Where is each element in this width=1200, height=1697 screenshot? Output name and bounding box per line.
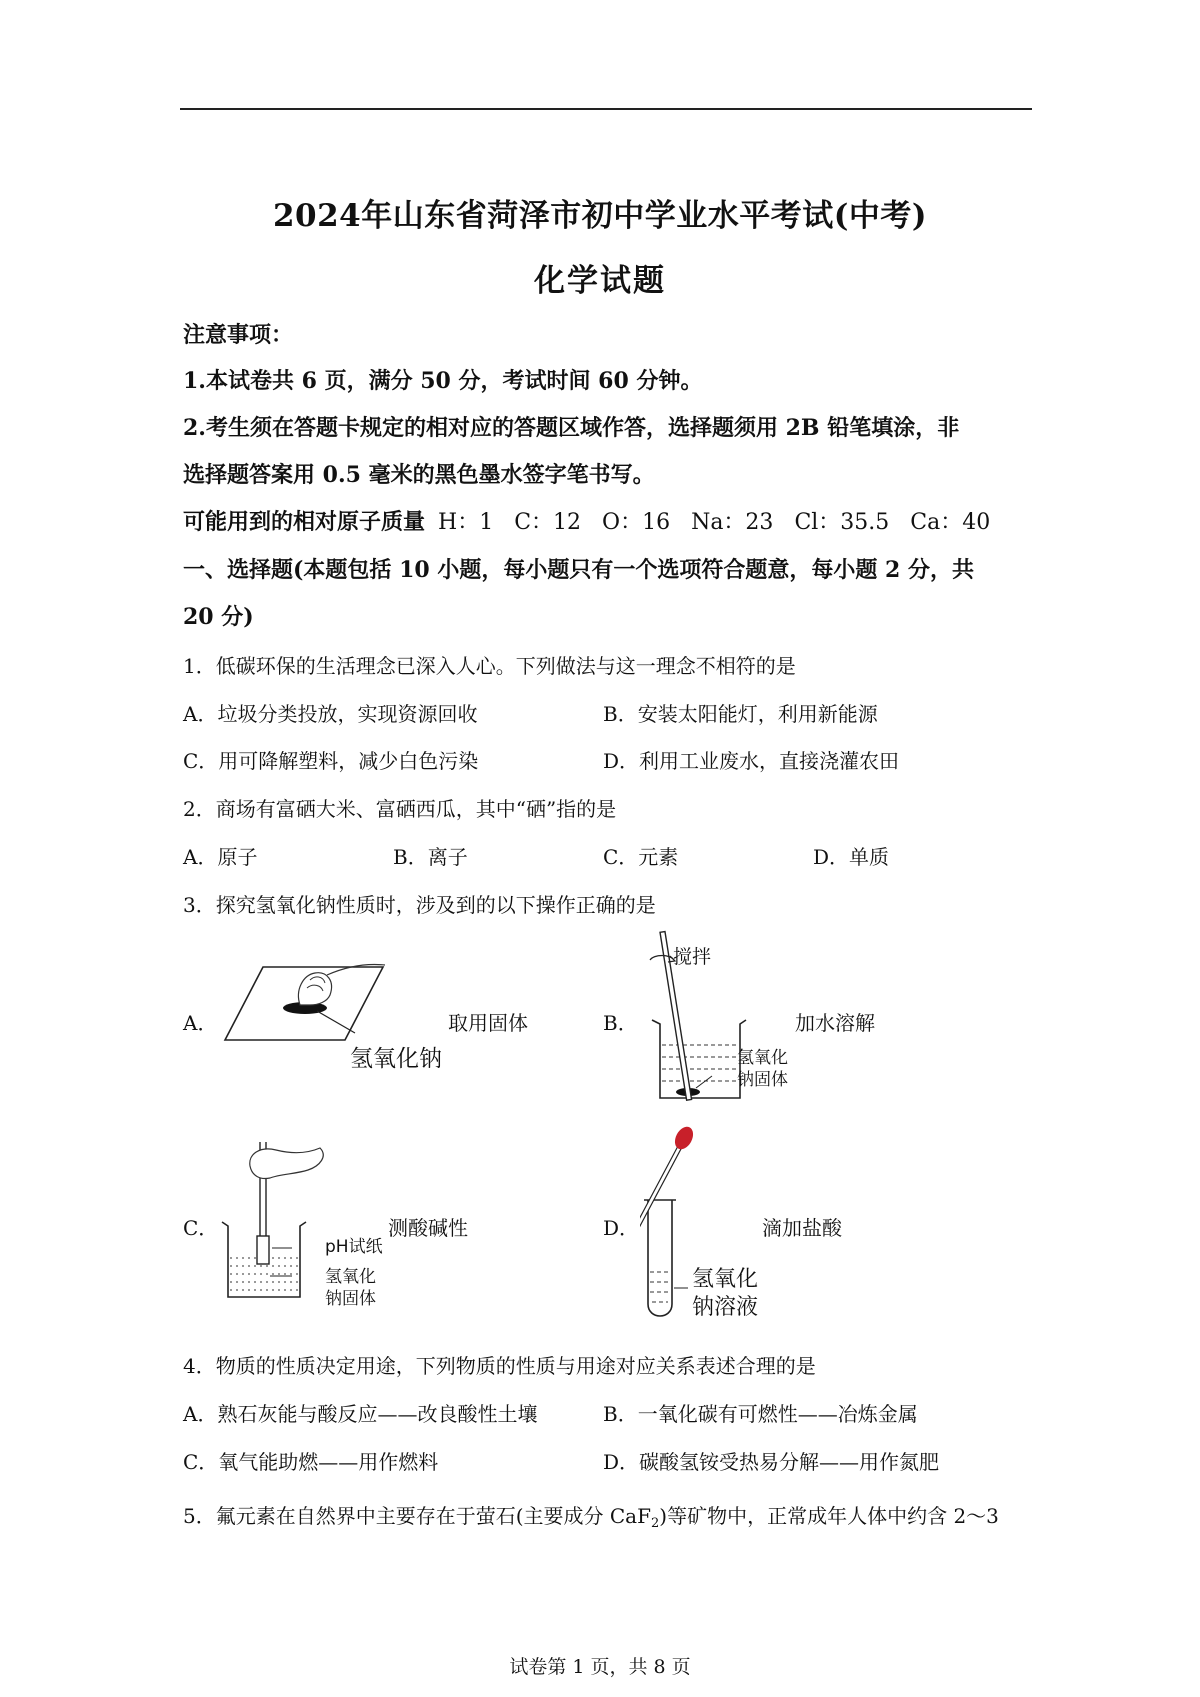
section1-line1: 一、选择题(本题包括 10 小题，每小题只有一个选项符合题意，每小题 2 分，共 xyxy=(183,557,974,583)
q1-stem: 1．低碳环保的生活理念已深入人心。下列做法与这一理念不相符的是 xyxy=(183,654,796,678)
hand-icon xyxy=(250,1148,323,1179)
q3-b-label-line1: 氢氧化 xyxy=(737,1048,788,1068)
mass-C: C：12 xyxy=(514,510,582,535)
notice-item-2-line2: 选择题答案用 0.5 毫米的黑色墨水签字笔书写。 xyxy=(183,462,655,488)
mass-Cl: Cl：35.5 xyxy=(794,510,890,535)
q2-option-c: C．元素 xyxy=(603,845,679,869)
q3-b-stir-label: 搅拌 xyxy=(673,946,712,968)
mass-Ca: Ca：40 xyxy=(910,510,991,535)
q4-stem: 4．物质的性质决定用途，下列物质的性质与用途对应关系表述合理的是 xyxy=(183,1354,816,1378)
atomic-masses-label: 可能用到的相对原子质量 xyxy=(183,509,426,535)
q3-b-label-line2: 钠固体 xyxy=(737,1070,788,1090)
notice-item-2-line1: 2.考生须在答题卡规定的相对应的答题区域作答，选择题须用 2B 铅笔填涂，非 xyxy=(183,415,960,441)
q4-option-c: C．氧气能助燃——用作燃料 xyxy=(183,1450,439,1474)
q3-stem: 3．探究氢氧化钠性质时，涉及到的以下操作正确的是 xyxy=(183,893,656,917)
q2-option-a: A．原子 xyxy=(183,845,258,869)
q3-option-a-letter: A． xyxy=(183,1011,218,1035)
notice-heading: 注意事项： xyxy=(183,322,294,348)
q3-option-d-letter: D． xyxy=(603,1216,640,1240)
atomic-masses xyxy=(183,505,1004,536)
q4-option-a: A．熟石灰能与酸反应——改良酸性土壤 xyxy=(183,1402,538,1426)
section1-line2: 20 分) xyxy=(183,604,254,630)
q5-stem-pre: 5．氟元素在自然界中主要存在于萤石(主要成分 CaF xyxy=(183,1504,651,1528)
q3-c-caption: 测酸碱性 xyxy=(388,1216,468,1240)
q5-stem-post: )等矿物中，正常成年人体中约含 2～3 xyxy=(659,1504,999,1528)
exam-title: 2024年山东省菏泽市初中学业水平考试(中考) xyxy=(272,198,928,234)
q2-option-d: D．单质 xyxy=(813,845,890,869)
ph-paper-strip xyxy=(257,1236,269,1264)
dropper-tube xyxy=(640,1146,682,1227)
q1-option-d: D．利用工业废水，直接浇灌农田 xyxy=(603,749,900,773)
q2-option-b: B．离子 xyxy=(393,845,468,869)
q3-option-b-letter: B． xyxy=(603,1011,638,1035)
q3-d-label-line1: 氢氧化 xyxy=(692,1267,759,1292)
q3-option-c-letter: C． xyxy=(183,1216,219,1240)
q3-c-label-line2: 钠固体 xyxy=(325,1289,376,1309)
q3-d-label-line2: 钠溶液 xyxy=(692,1295,759,1320)
mass-Na: Na：23 xyxy=(691,510,774,535)
q3-d-caption: 滴加盐酸 xyxy=(762,1216,842,1240)
q4-option-b: B．一氧化碳有可燃性——冶炼金属 xyxy=(603,1402,918,1426)
q1-option-b: B．安装太阳能灯，利用新能源 xyxy=(603,702,878,726)
dropper-bulb xyxy=(671,1124,696,1153)
q3-a-caption: 取用固体 xyxy=(448,1011,528,1035)
q3-c-ph-label: pH试纸 xyxy=(325,1237,383,1257)
top-rule xyxy=(180,108,1032,110)
q5-stem xyxy=(183,1500,999,1531)
test-tube xyxy=(648,1200,672,1316)
notice-item-1: 1.本试卷共 6 页，满分 50 分，考试时间 60 分钟。 xyxy=(183,368,703,394)
q3-b-caption: 加水溶解 xyxy=(795,1011,875,1035)
q1-option-a: A．垃圾分类投放，实现资源回收 xyxy=(183,702,478,726)
mass-H: H：1 xyxy=(438,510,494,535)
q4-option-d: D．碳酸氢铵受热易分解——用作氮肥 xyxy=(603,1450,940,1474)
q1-option-c: C．用可降解塑料，减少白色污染 xyxy=(183,749,479,773)
q3-c-label-line1: 氢氧化 xyxy=(325,1267,376,1287)
q2-stem: 2．商场有富硒大米、富硒西瓜，其中“硒”指的是 xyxy=(183,797,617,821)
exam-subtitle: 化学试题 xyxy=(534,263,666,299)
q3-a-substance-label: 氢氧化钠 xyxy=(350,1046,442,1072)
mass-O: O：16 xyxy=(602,510,671,535)
page-footer: 试卷第 1 页，共 8 页 xyxy=(509,1656,691,1678)
q5-subscript: 2 xyxy=(651,1516,660,1531)
